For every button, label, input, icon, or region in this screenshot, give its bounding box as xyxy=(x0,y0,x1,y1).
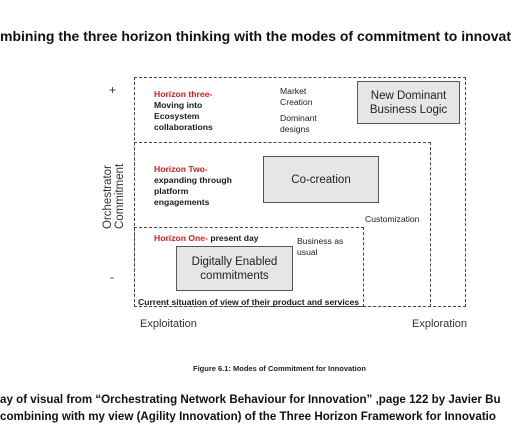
business-as-usual-label xyxy=(297,236,343,258)
current-situation-label: Current situation of view of their product and services xyxy=(138,297,360,307)
dominant-designs-line2: designs xyxy=(280,124,310,134)
co-creation-box xyxy=(263,156,379,203)
y-axis-plus: + xyxy=(109,83,117,97)
y-axis-label-line1: Orchestrator xyxy=(102,165,114,229)
horizon-three-text xyxy=(154,89,213,133)
horizon-one-suffix: present day xyxy=(207,233,259,243)
dominant-designs-line1: Dominant xyxy=(280,113,317,123)
y-axis-minus: - xyxy=(110,270,114,284)
market-creation-label xyxy=(280,86,312,108)
x-axis-right-label: Exploration xyxy=(412,318,468,330)
new-dominant-business-logic-box xyxy=(357,81,460,124)
footer-line2: combining with my view (Agility Innovation) of the Three Horizon Framework for Innovatio xyxy=(0,410,496,423)
horizon-two-line1: expanding through xyxy=(154,175,232,185)
horizon-one-title: Horizon One- xyxy=(154,233,208,243)
digital-line2: commitments xyxy=(200,269,269,282)
horizon-two-title: Horizon Two- xyxy=(154,164,208,174)
y-axis-label xyxy=(102,163,126,229)
digitally-enabled-box xyxy=(176,246,293,291)
x-axis-left-label: Exploitation xyxy=(140,318,197,330)
horizon-three-line3: collaborations xyxy=(154,122,213,132)
customization-label: Customization xyxy=(365,214,420,224)
dominant-designs-label xyxy=(280,113,317,135)
page-heading: mbining the three horizon thinking with the modes of commitment to innovat xyxy=(0,28,511,44)
horizon-three-title: Horizon three- xyxy=(154,89,213,99)
figure-caption: Figure 6.1: Modes of Commitment for Innovation xyxy=(193,364,366,373)
market-creation-line1: Market xyxy=(280,86,307,96)
footer-line1: ay of visual from “Orchestrating Network Behaviour for Innovation” ,page 122 by Javier Bu xyxy=(0,393,501,406)
horizon-two-line2: platform xyxy=(154,186,189,196)
horizon-three-line2: Ecosystem xyxy=(154,111,200,121)
market-creation-line2: Creation xyxy=(280,97,313,107)
business-as-usual-line1: Business as xyxy=(297,236,344,246)
horizon-one-text xyxy=(154,233,259,244)
y-axis-label-line2: Commitment xyxy=(114,163,126,229)
horizon-two-line3: engagements xyxy=(154,197,210,207)
horizon-three-line1: Moving into xyxy=(154,100,203,110)
horizon-two-text xyxy=(154,164,232,208)
digital-line1: Digitally Enabled xyxy=(191,255,278,268)
business-as-usual-line2: usual xyxy=(297,247,318,257)
new-dominant-line2: Business Logic xyxy=(369,103,448,116)
new-dominant-line1: New Dominant xyxy=(370,89,447,102)
co-creation-label: Co-creation xyxy=(291,173,351,186)
